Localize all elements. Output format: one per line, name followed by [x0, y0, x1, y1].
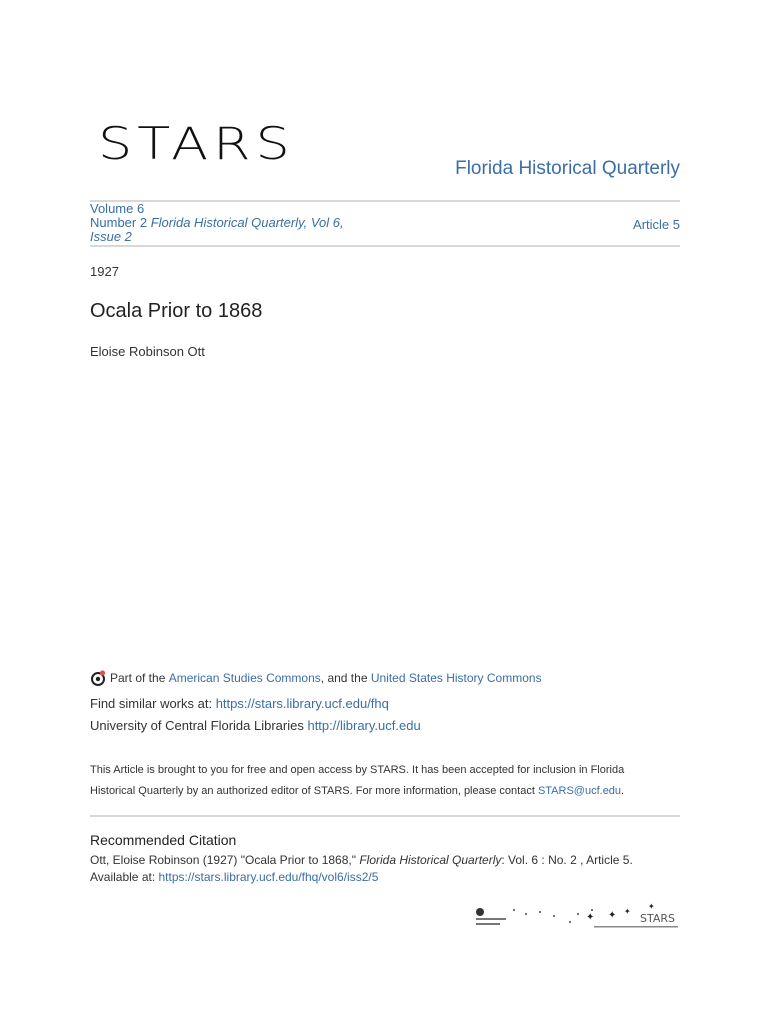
- available-at-label: Available at:: [90, 870, 159, 884]
- svg-text:✦: ✦: [608, 910, 617, 921]
- citation-journal-italic: Florida Historical Quarterly: [359, 853, 502, 867]
- publication-year: 1927: [90, 264, 119, 279]
- footer-logo-text: STARS: [640, 912, 675, 925]
- citation-text: [90, 852, 690, 886]
- contact-email-link[interactable]: STARS@ucf.edu: [537, 785, 622, 797]
- open-access-note: [90, 760, 680, 802]
- divider-bottom: [90, 815, 680, 817]
- divider-mid: [90, 245, 680, 247]
- find-similar-link[interactable]: https://stars.library.ucf.edu/fhq: [215, 696, 389, 711]
- commons-line: [90, 670, 542, 686]
- access-text-2: Historical Quarterly by an authorized editor of STARS. For more information, please contact: [90, 785, 538, 797]
- issue-italic-1[interactable]: Florida Historical Quarterly, Vol 6,: [150, 215, 344, 230]
- volume-link[interactable]: Volume 6: [90, 201, 145, 216]
- ucf-libraries-label: University of Central Florida Libraries: [90, 718, 308, 733]
- access-text-1: This Article is brought to you for free and open access by STARS. It has been accepted for inclusion in Florida: [90, 764, 625, 776]
- part-of-text: Part of the: [110, 671, 166, 685]
- svg-text:✦: ✦: [624, 907, 631, 916]
- and-the-text: , and the: [320, 671, 368, 685]
- journal-title-link[interactable]: Florida Historical Quarterly: [455, 158, 680, 179]
- issue-italic-2[interactable]: Issue 2: [90, 229, 132, 244]
- svg-text:✦: ✦: [648, 902, 655, 911]
- volume-info: [90, 202, 344, 244]
- access-period: .: [621, 785, 625, 797]
- find-similar-label: Find similar works at:: [90, 696, 216, 711]
- recommended-citation-heading: Recommended Citation: [90, 832, 237, 848]
- stars-logo: STARS: [98, 118, 295, 170]
- number-link[interactable]: Number 2: [90, 215, 148, 230]
- article-number-link[interactable]: Article 5: [633, 217, 680, 232]
- author-name: Eloise Robinson Ott: [90, 344, 205, 359]
- us-history-commons-link[interactable]: United States History Commons: [370, 671, 542, 685]
- find-similar-line: [90, 696, 389, 711]
- citation-line1-b: : Vol. 6 : No. 2 , Article 5.: [501, 853, 633, 867]
- commons-network-icon: [90, 670, 106, 686]
- ucf-libraries-link[interactable]: http://library.ucf.edu: [307, 718, 421, 733]
- citation-url-link[interactable]: https://stars.library.ucf.edu/fhq/vol6/iss2/5: [158, 870, 379, 884]
- ucf-libraries-line: [90, 718, 421, 733]
- svg-text:✦: ✦: [586, 912, 595, 923]
- article-title: Ocala Prior to 1868: [90, 300, 263, 322]
- footer-stars-logo: [474, 900, 680, 930]
- american-studies-commons-link[interactable]: American Studies Commons: [168, 671, 321, 685]
- citation-line1-a: Ott, Eloise Robinson (1927) "Ocala Prior to 1868,": [90, 853, 360, 867]
